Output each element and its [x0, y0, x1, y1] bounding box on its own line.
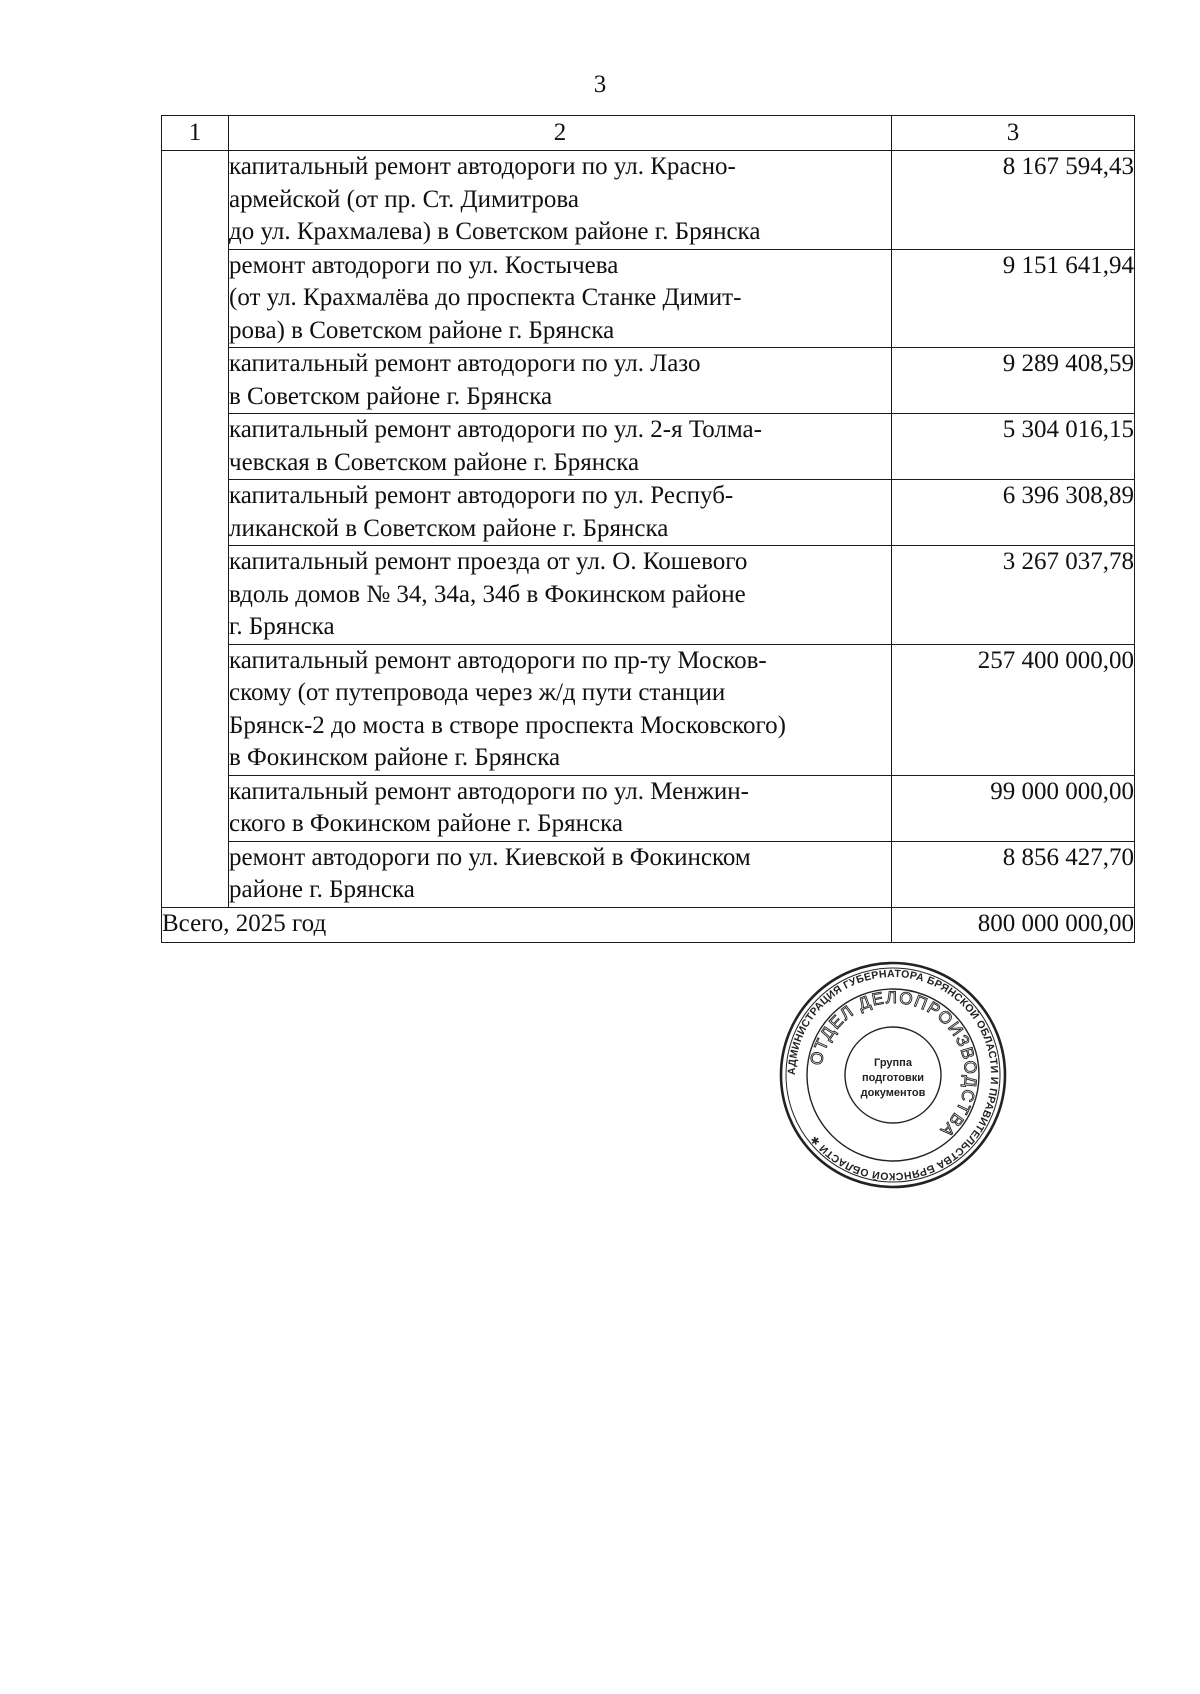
total-row: [162, 907, 1135, 942]
row-amount: 3 267 037,78: [892, 546, 1135, 645]
table-row: [162, 348, 1135, 414]
row-amount: 6 396 308,89: [892, 480, 1135, 546]
row-description: капитальный ремонт автодороги по ул. Менжин- ского в Фокинском районе г. Брянска: [229, 775, 892, 841]
table-row: [162, 546, 1135, 645]
row-amount: 9 151 641,94: [892, 249, 1135, 348]
row-description: капитальный ремонт автодороги по ул. Респуб- ликанской в Советском районе г. Брянска: [229, 480, 892, 546]
row-description: ремонт автодороги по ул. Костычева (от ул. Крахмалёва до проспекта Станке Димит- рова) в Советском районе г. Брянска: [229, 249, 892, 348]
row-number-cell: [162, 151, 229, 908]
row-amount: 8 856 427,70: [892, 841, 1135, 907]
seal-center-line-1: Группа: [874, 1057, 912, 1069]
table-header-row: [162, 116, 1135, 151]
header-cell-3: 3: [892, 116, 1135, 151]
expenditure-table: [161, 115, 1135, 943]
table-row: [162, 775, 1135, 841]
row-description: капитальный ремонт автодороги по ул. Красно- армейской (от пр. Ст. Димитрова до ул. Крахмалева) в Советском районе г. Брянска: [229, 151, 892, 250]
table-row: [162, 480, 1135, 546]
table-row: [162, 841, 1135, 907]
total-label: Всего, 2025 год: [162, 907, 892, 942]
row-amount: 8 167 594,43: [892, 151, 1135, 250]
row-amount: 99 000 000,00: [892, 775, 1135, 841]
row-amount: 257 400 000,00: [892, 644, 1135, 775]
row-description: капитальный ремонт автодороги по пр-ту Москов- скому (от путепровода через ж/д пути станции Брянск-2 до моста в створе проспекта Московского) в Фокинском районе г. Брянска: [229, 644, 892, 775]
row-description: капитальный ремонт проезда от ул. О. Кошевого вдоль домов № 34, 34а, 34б в Фокинском районе г. Брянска: [229, 546, 892, 645]
seal-center-line-2: подготовки: [861, 1072, 925, 1084]
table-row: [162, 414, 1135, 480]
office-seal: [778, 960, 1008, 1190]
seal-outer-text: АДМИНИСТРАЦИЯ ГУБЕРНАТОРА БРЯНСКОЙ ОБЛАСТИ И ПРАВИТЕЛЬСТВА БРЯНСКОЙ ОБЛАСТИ ✱: [785, 967, 1001, 1183]
row-amount: 9 289 408,59: [892, 348, 1135, 414]
page-number: 3: [593, 71, 607, 98]
header-cell-1: 1: [162, 116, 229, 151]
table-row: [162, 644, 1135, 775]
total-amount: 800 000 000,00: [892, 907, 1135, 942]
seal-center-line-3: документов: [860, 1087, 926, 1099]
row-description: капитальный ремонт автодороги по ул. Лазо в Советском районе г. Брянска: [229, 348, 892, 414]
header-cell-2: 2: [229, 116, 892, 151]
table-row: [162, 151, 1135, 250]
table-row: [162, 249, 1135, 348]
seal-middle-text: ОТДЕЛ ДЕЛОПРОИЗВОДСТВА: [806, 987, 981, 1142]
row-description: ремонт автодороги по ул. Киевской в Фокинском районе г. Брянска: [229, 841, 892, 907]
row-description: капитальный ремонт автодороги по ул. 2-я Толма- чевская в Советском районе г. Брянска: [229, 414, 892, 480]
row-amount: 5 304 016,15: [892, 414, 1135, 480]
